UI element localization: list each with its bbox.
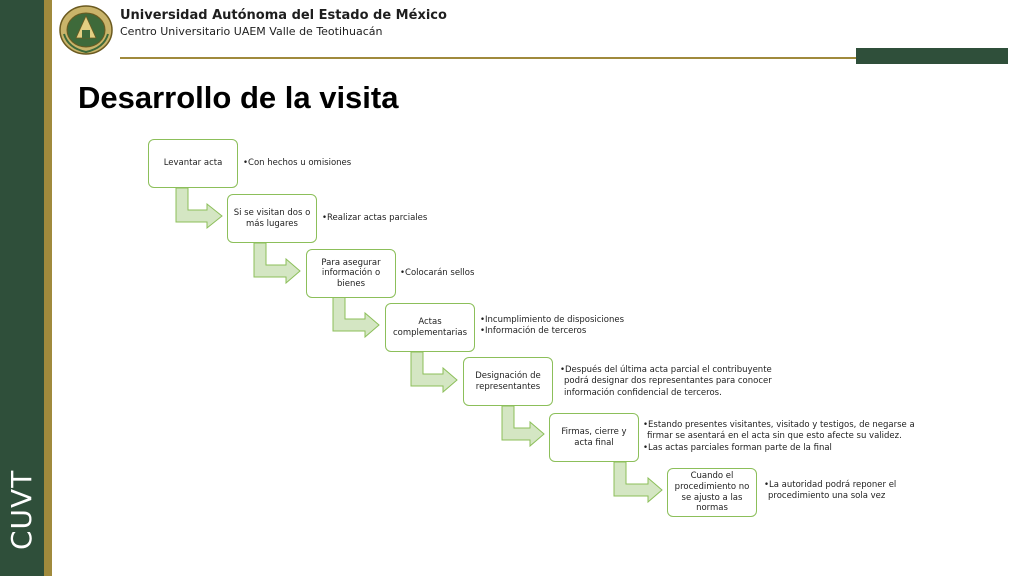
connector-arrow xyxy=(333,297,379,337)
bullet-text: •La autoridad podrá reponer el procedimiento una sola vez xyxy=(764,480,897,502)
page-title: Desarrollo de la visita xyxy=(78,80,399,115)
step-bullets xyxy=(764,480,899,503)
step-bullets xyxy=(322,213,502,224)
university-name: Universidad Autónoma del Estado de México xyxy=(120,8,447,23)
step-bullets xyxy=(400,268,580,279)
step-bullets xyxy=(643,420,933,454)
connector-arrow xyxy=(502,406,544,446)
side-label: CUVT xyxy=(5,469,38,550)
step-box-designacion: Designación de representantes xyxy=(463,357,553,406)
centro-name: Centro Universitario UAEM Valle de Teotihuacán xyxy=(120,25,383,38)
bullet-text: •Realizar actas parciales xyxy=(322,213,428,223)
bullet-text: •Estando presentes visitantes, visitado y testigos, de negarse a firmar se asentará en el acta sin que esto afecte su validez. xyxy=(643,420,915,442)
step-box-levantar-acta: Levantar acta xyxy=(148,139,238,188)
bullet-text: •Colocarán sellos xyxy=(400,268,475,278)
step-box-asegurar: Para asegurar información o bienes xyxy=(306,249,396,298)
step-box-reponer: Cuando el procedimiento no se ajusto a las normas xyxy=(667,468,757,517)
bullet-text: •Después del última acta parcial el contribuyente podrá designar dos representantes para conocer información confidencial de terceros. xyxy=(560,365,772,398)
connector-arrow xyxy=(411,352,457,392)
step-bullets xyxy=(480,315,680,338)
bullet-text: •Incumplimiento de disposiciones xyxy=(480,315,625,325)
step-bullets xyxy=(243,158,423,169)
connector-arrow xyxy=(614,462,662,502)
connector-arrow xyxy=(254,243,300,283)
bullet-text: •Información de terceros xyxy=(480,326,587,337)
connector-arrow xyxy=(176,188,222,228)
step-bullets xyxy=(560,365,785,399)
step-box-firmas-cierre: Firmas, cierre y acta final xyxy=(549,413,639,462)
bullet-text: •Con hechos u omisiones xyxy=(243,158,352,168)
bullet-text: •Las actas parciales forman parte de la final xyxy=(643,442,832,453)
step-box-varios-lugares: Si se visitan dos o más lugares xyxy=(227,194,317,243)
step-box-actas-complementarias: Actas complementarias xyxy=(385,303,475,352)
